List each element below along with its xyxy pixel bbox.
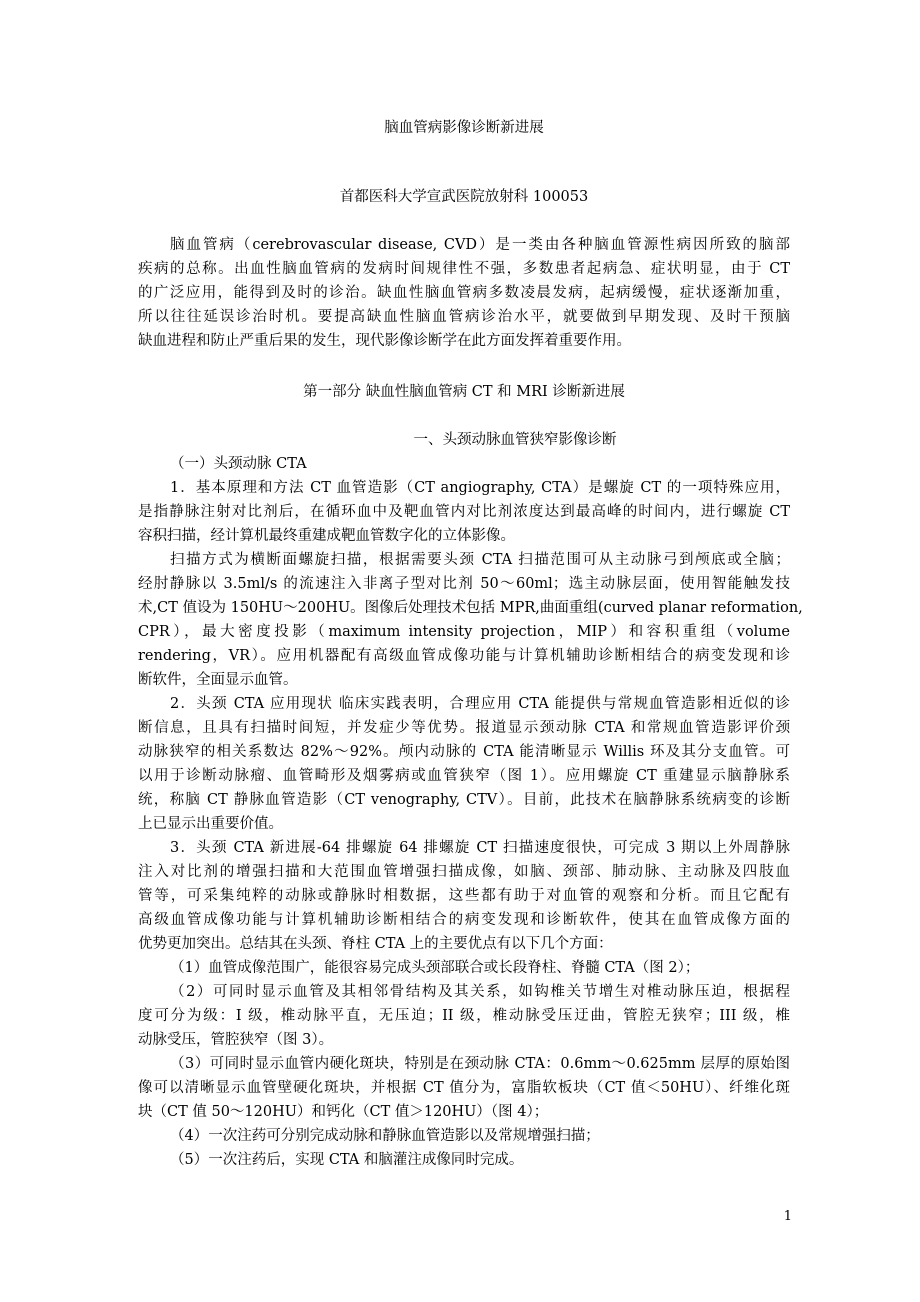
- intro-line: 脑血管病（cerebrovascular disease, CVD）是一类由各种脑血管源性病因所致的脑部: [170, 237, 790, 253]
- paragraph-line: 断软件，全面显示血管。: [138, 672, 298, 688]
- paragraph-line: 是指静脉注射对比剂后，在循环血中及靶血管内对比剂浓度达到最高峰的时间内，进行螺旋 CT: [138, 504, 790, 520]
- paragraph-line: 上已显示出重要价值。: [138, 816, 283, 832]
- paragraph-line: 扫描方式为横断面螺旋扫描，根据需要头颈 CTA 扫描范围可从主动脉弓到颅底或全脑；: [170, 552, 790, 568]
- paragraph-line: 优势更加突出。总结其在头颈、脊柱 CTA 上的主要优点有以下几个方面：: [138, 936, 613, 952]
- paragraph-line: 高级血管成像功能与计算机辅助诊断相结合的病变发现和诊断软件，使其在血管成像方面的: [138, 912, 790, 928]
- paragraph-line: 统，称脑 CT 静脉血管造影（CT venography, CTV）。目前，此技术在脑静脉系统病变的诊断: [138, 792, 790, 808]
- list-item-line: 块（CT 值 50～120HU）和钙化（CT 值＞120HU）（图 4）；: [138, 1104, 549, 1120]
- paragraph-line: 容积扫描，经计算机最终重建成靶血管数字化的立体影像。: [138, 528, 515, 544]
- intro-line: 缺血进程和防止严重后果的发生，现代影像诊断学在此方面发挥着重要作用。: [138, 333, 631, 349]
- paragraph-line: 动脉狭窄的相关系数达 82%～92%。颅内动脉的 CTA 能清晰显示 Willis 环及其分支血管。可: [138, 744, 790, 760]
- paragraph-line: 1．基本原理和方法 CT 血管造影（CT angiography, CTA）是螺旋 CT 的一项特殊应用，: [170, 480, 790, 496]
- paragraph-line: rendering，VR）。应用机器配有高级血管成像功能与计算机辅助诊断相结合的病变发现和诊: [138, 648, 790, 664]
- list-item: （4）一次注药可分别完成动脉和静脉血管造影以及常规增强扫描；: [170, 1128, 600, 1144]
- paragraph-line: 术,CT 值设为 150HU～200HU。图像后处理技术包括 MPR,曲面重组(curved planar reformation,: [138, 600, 803, 616]
- list-item-line: 度可分为级：I 级，椎动脉平直，无压迫；II 级，椎动脉受压迂曲，管腔无狭窄；III 级，椎: [138, 1008, 790, 1024]
- paragraph-line: CPR），最大密度投影（maximum intensity projection，MIP）和容积重组（volume: [138, 624, 790, 640]
- list-item: （1）血管成像范围广，能很容易完成头颈部联合或长段脊柱、脊髓 CTA（图 2）；: [170, 960, 700, 976]
- list-item: （3）可同时显示血管内硬化斑块，特别是在颈动脉 CTA：0.6mm～0.625mm 层厚的原始图: [170, 1056, 790, 1072]
- intro-line: 疾病的总称。出血性脑血管病的发病时间规律性不强，多数患者起病急、症状明显，由于 CT: [138, 261, 790, 277]
- paragraph-line: 注入对比剂的增强扫描和大范围血管增强扫描成像，如脑、颈部、肺动脉、主动脉及四肢血: [138, 864, 790, 880]
- subsection-heading: （一）头颈动脉 CTA: [170, 456, 307, 472]
- document-title: 脑血管病影像诊断新进展: [384, 120, 544, 136]
- page-number: 1: [783, 1209, 792, 1224]
- paragraph-line: 经肘静脉以 3.5ml/s 的流速注入非离子型对比剂 50～60ml；选主动脉层面，使用智能触发技: [138, 576, 790, 592]
- intro-line: 的广泛应用，能得到及时的诊治。缺血性脑血管病多数凌晨发病，起病缓慢，症状逐渐加重，: [138, 285, 790, 301]
- paragraph-line: 3．头颈 CTA 新进展-64 排螺旋 64 排螺旋 CT 扫描速度很快，可完成 3 期以上外周静脉: [170, 840, 790, 856]
- list-item: （2）可同时显示血管及其相邻骨结构及其关系，如钩椎关节增生对椎动脉压迫，根据程: [170, 984, 790, 1000]
- paragraph-line: 管等，可采集纯粹的动脉或静脉时相数据，这些都有助于对血管的观察和分析。而且它配有: [138, 888, 790, 904]
- paragraph-line: 2．头颈 CTA 应用现状 临床实践表明，合理应用 CTA 能提供与常规血管造影相近似的诊: [170, 696, 790, 712]
- part-heading: 第一部分 缺血性脑血管病 CT 和 MRI 诊断新进展: [303, 384, 625, 400]
- list-item-line: 动脉受压，管腔狭窄（图 3）。: [138, 1032, 334, 1048]
- intro-line: 所以往往延误诊治时机。要提高缺血性脑血管病诊治水平，就要做到早期发现、及时干预脑: [138, 309, 790, 325]
- author-affiliation: 首都医科大学宣武医院放射科 100053: [339, 189, 589, 205]
- section-heading: 一、头颈动脉血管狭窄影像诊断: [413, 432, 617, 448]
- paragraph-line: 以用于诊断动脉瘤、血管畸形及烟雾病或血管狭窄（图 1）。应用螺旋 CT 重建显示脑静脉系: [138, 768, 790, 784]
- list-item-line: 像可以清晰显示血管壁硬化斑块，并根据 CT 值分为，富脂软板块（CT 值＜50HU）、纤维化斑: [138, 1080, 790, 1096]
- list-item: （5）一次注药后，实现 CTA 和脑灌注成像同时完成。: [170, 1152, 524, 1168]
- paragraph-line: 断信息，且具有扫描时间短，并发症少等优势。报道显示颈动脉 CTA 和常规血管造影评价颈: [138, 720, 790, 736]
